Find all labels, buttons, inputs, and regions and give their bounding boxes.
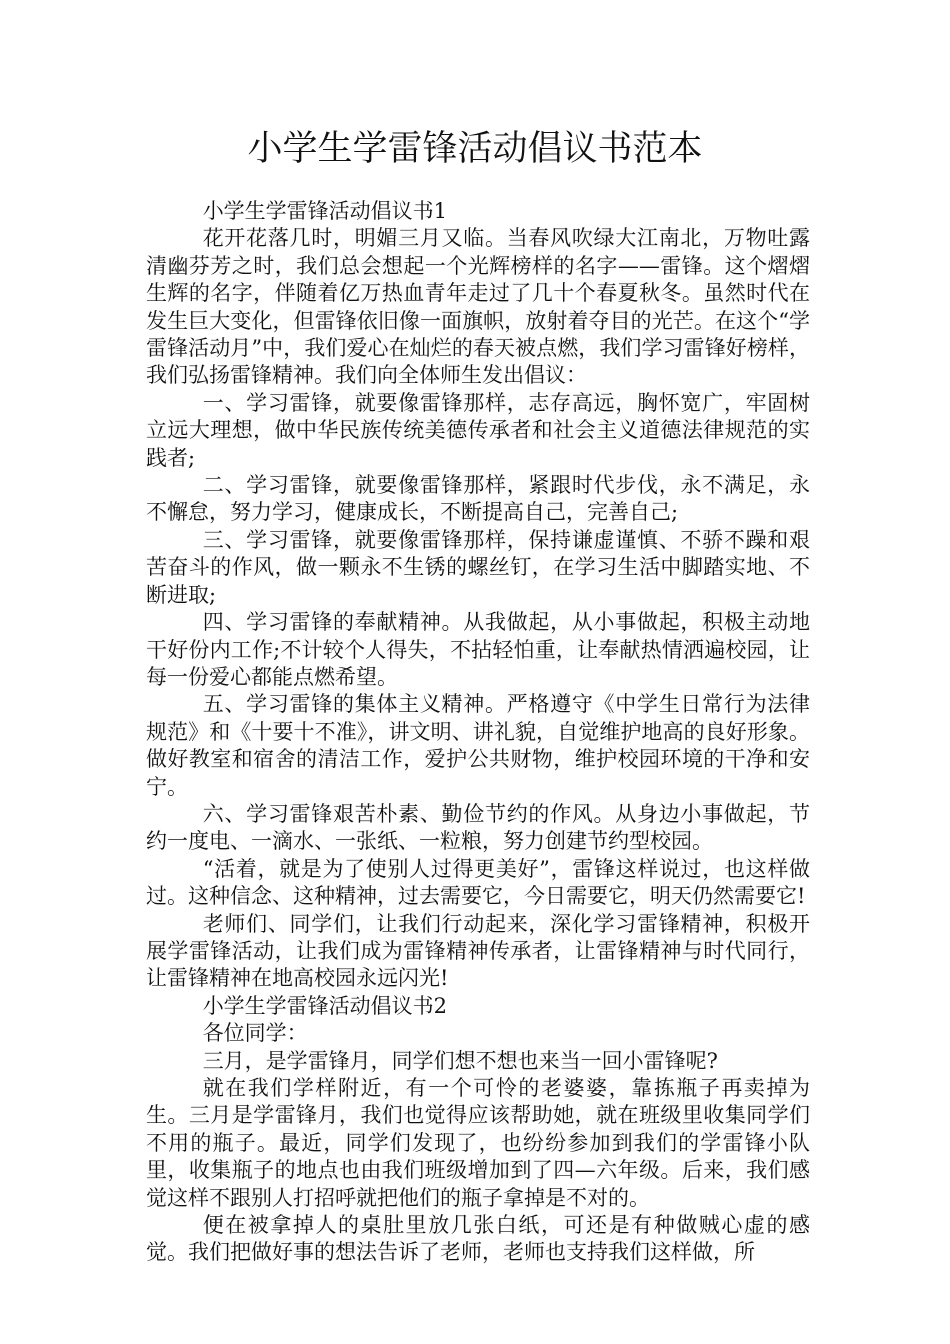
paragraph: “活着，就是为了使别人过得更美好”，雷锋这样说过，也这样做过。这种信念、这种精神，过去需要它，今日需要它，明天仍然需要它! xyxy=(146,856,810,909)
paragraph: 就在我们学样附近，有一个可怜的老婆婆，靠拣瓶子再卖掉为生。三月是学雷锋月，我们也觉得应该帮助她，就在班级里收集同学们不用的瓶子。最近，同学们发现了，也纷纷参加到我们的学雷锋小队里，收集瓶子的地点也由我们班级增加到了四—六年级。后来，我们感觉这样不跟别人打招呼就把他们的瓶子拿掉是不对的。 xyxy=(146,1076,810,1210)
document-body xyxy=(146,198,810,1267)
salutation: 各位同学： xyxy=(202,1021,308,1046)
proposal-item-1: 一、学习雷锋，就要像雷锋那样，志存高远，胸怀宽广，牢固树立远大理想，做中华民族传统美德传承者和社会主义道德法律规范的实践者; xyxy=(146,390,810,470)
proposal-item-2: 二、学习雷锋，就要像雷锋那样，紧跟时代步伐，永不满足，永不懈怠，努力学习，健康成长，不断提高自己，完善自己; xyxy=(146,473,810,525)
proposal-item-5: 五、学习雷锋的集体主义精神。严格遵守《中学生日常行为法律规范》和《十要十不准》，讲文明、讲礼貌，自觉维护地高的良好形象。做好教室和宿舍的清洁工作，爱护公共财物，维护校园环境的干净和安宁。 xyxy=(146,692,810,799)
section-heading-2: 小学生学雷锋活动倡议书2 xyxy=(202,993,448,1018)
document-title: 小学生学雷锋活动倡议书范本 xyxy=(247,129,703,169)
proposal-item-3: 三、学习雷锋，就要像雷锋那样，保持谦虚谨慎、不骄不躁和艰苦奋斗的作风，做一颗永不生锈的螺丝钉，在学习生活中脚踏实地、不断进取; xyxy=(146,527,810,607)
proposal-item-6: 六、学习雷锋艰苦朴素、勤俭节约的作风。从身边小事做起，节约一度电、一滴水、一张纸、一粒粮，努力创建节约型校园。 xyxy=(146,801,810,854)
proposal-item-4: 四、学习雷锋的奉献精神。从我做起，从小事做起，积极主动地干好份内工作;不计较个人得失，不拈轻怕重，让奉献热情洒遍校园，让每一份爱心都能点燃希望。 xyxy=(146,610,810,689)
paragraph: 老师们、同学们，让我们行动起来，深化学习雷锋精神，积极开展学雷锋活动，让我们成为雷锋精神传承者，让雷锋精神与时代同行，让雷锋精神在地高校园永远闪光! xyxy=(146,911,810,991)
paragraph: 三月，是学雷锋月，同学们想不想也来当一回小雷锋呢? xyxy=(202,1048,718,1073)
paragraph: 花开花落几时，明媚三月又临。当春风吹绿大江南北，万物吐露清幽芬芳之时，我们总会想起一个光辉榜样的名字——雷锋。这个熠熠生辉的名字，伴随着亿万热血青年走过了几十个春夏秋冬。虽然时代在发生巨大变化，但雷锋依旧像一面旗帜，放射着夺目的光芒。在这个“学雷锋活动月”中，我们爱心在灿烂的春天被点燃，我们学习雷锋好榜样，我们弘扬雷锋精神。我们向全体师生发出倡议： xyxy=(146,226,810,388)
paragraph: 便在被拿掉人的桌肚里放几张白纸，可还是有种做贼心虚的感觉。我们把做好事的想法告诉了老师，老师也支持我们这样做，所 xyxy=(146,1213,810,1265)
section-heading-1: 小学生学雷锋活动倡议书1 xyxy=(202,199,448,223)
